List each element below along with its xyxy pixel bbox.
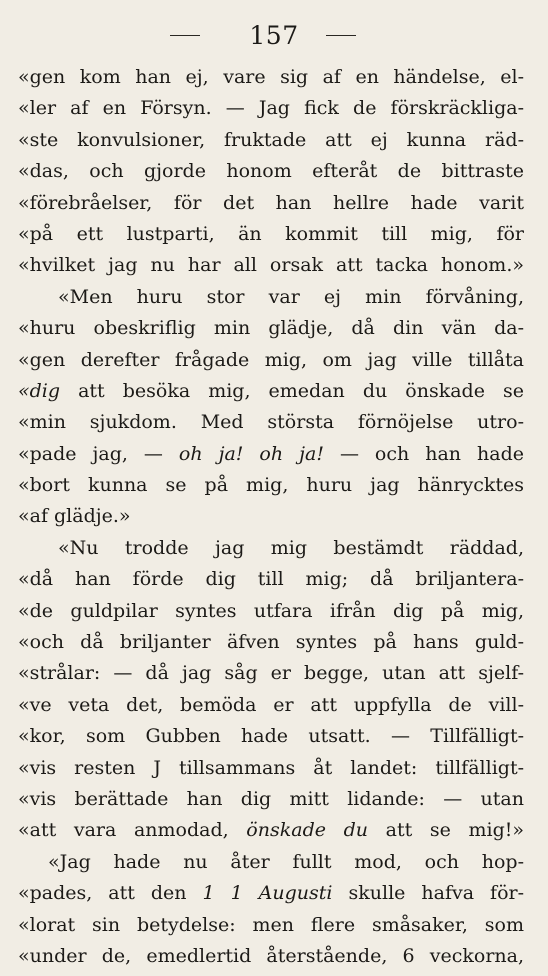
text-segment: «och då briljanter äfven syntes på hans guld- [18,631,524,654]
text-segment: «vis resten J tillsammans åt landet: tillfälligt- [18,756,524,779]
text-segment: «Nu trodde jag mig bestämdt räddad, [58,536,524,559]
text-line [18,627,524,658]
text-line [18,941,524,972]
text-segment: «att vara anmodad, [18,819,247,842]
text-line [18,564,524,595]
text-line [18,345,524,376]
text-line [18,125,524,156]
text-line [18,439,524,470]
text-line [18,784,524,815]
text-segment: «huru obeskriflig min glädje, då din vän da- [18,317,524,340]
text-segment: «af glädje.» [18,505,131,528]
text-segment: «bort kunna se på mig, huru jag hänrycktes [18,474,524,497]
text-line [18,910,524,941]
text-line [18,815,524,846]
text-line [18,753,524,784]
text-segment: «förebråelser, för det han hellre hade varit [18,191,524,214]
text-segment: «hvilket jag nu har all orsak att tacka honom.» [18,254,524,277]
page-number: 157 [249,21,299,50]
italic-text: «dig [18,379,61,402]
text-segment: «Men huru stor var ej min förvåning, [58,285,524,308]
text-segment: «då han förde dig till mig; då briljantera- [18,568,524,591]
text-line [18,282,524,313]
text-line [18,690,524,721]
text-segment: «pade jag, — [18,442,179,465]
text-line [18,250,524,281]
text-line [18,533,524,564]
text-line [18,219,524,250]
text-segment: «pades, att den [18,882,203,905]
text-line [18,376,524,407]
italic-text: oh ja! oh ja! [178,442,324,465]
text-line [18,156,524,187]
text-segment: «das, och gjorde honom efteråt de bittraste [18,160,524,183]
text-segment: skulle hafva för- [332,882,524,905]
text-segment: «Jag hade nu åter fullt mod, och hop- [48,850,524,873]
text-segment: att se mig!» [368,819,524,842]
text-line [18,878,524,909]
text-segment: «vis berättade han dig mitt lidande: — utan [18,787,524,810]
italic-text: 1 1 Augusti [202,882,333,905]
text-segment: att besöka mig, emedan du önskade se [60,379,524,402]
text-line [18,658,524,689]
text-line [18,62,524,93]
text-segment: «strålar: — då jag såg er begge, utan att sjelf- [18,662,524,685]
body-text [18,62,524,972]
text-line [18,721,524,752]
text-line [18,596,524,627]
text-segment: «under de, emedlertid återstående, 6 veckorna, [18,944,524,967]
text-line [18,188,524,219]
text-segment: «gen derefter frågade mig, om jag ville tillåta [18,348,524,371]
header-dash-left [170,35,200,36]
page-header [0,18,548,54]
text-line [18,93,524,124]
text-segment: — och han hade [323,442,524,465]
italic-text: önskade du [246,819,368,842]
text-line [18,501,524,532]
text-segment: «ve veta det, bemöda er att uppfylla de vill- [18,693,524,716]
text-line [18,407,524,438]
text-segment: «min sjukdom. Med största förnöjelse utro- [18,411,524,434]
text-segment: «ste konvulsioner, fruktade att ej kunna räd- [18,128,524,151]
text-line [18,470,524,501]
text-line [18,313,524,344]
text-segment: «de guldpilar syntes utfara ifrån dig på mig, [18,599,524,622]
text-segment: «lorat sin betydelse: men flere småsaker, som [18,913,524,936]
text-segment: «kor, som Gubben hade utsatt. — Tillfälligt- [18,725,524,748]
text-segment: «ler af en Försyn. — Jag fick de förskräckliga- [18,97,524,120]
text-segment: «gen kom han ej, vare sig af en händelse, el- [18,66,524,88]
text-segment: «på ett lustparti, än kommit till mig, för [18,222,524,245]
header-dash-right [326,35,356,36]
text-line [18,847,524,878]
